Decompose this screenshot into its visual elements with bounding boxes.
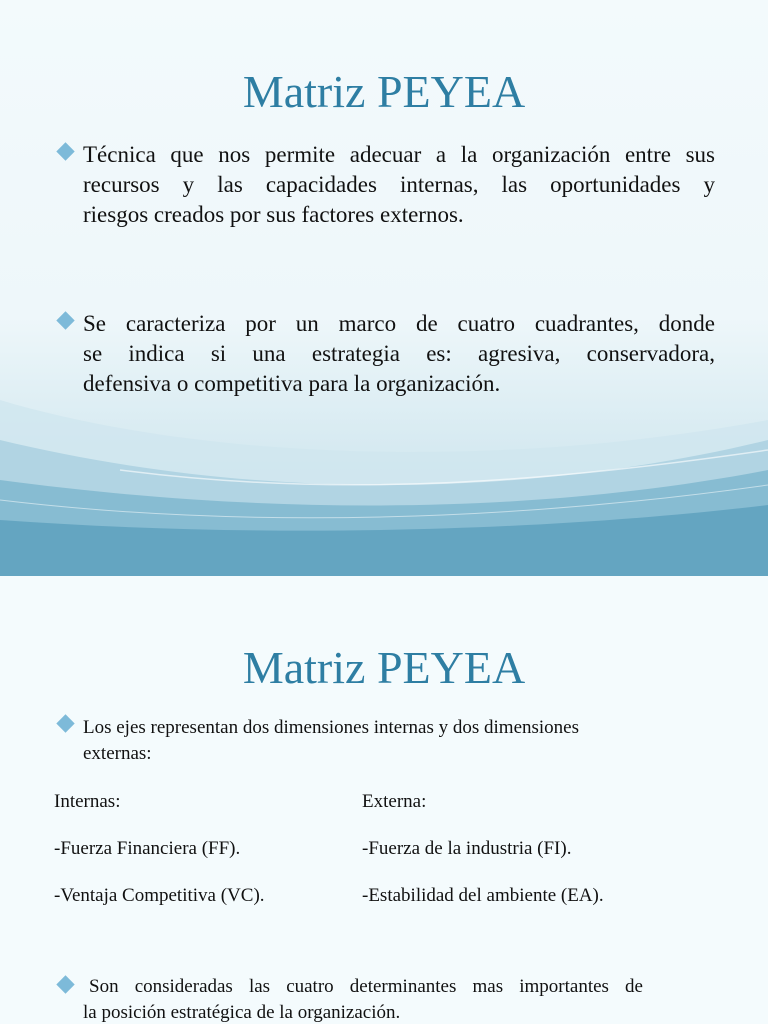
bullet-line: Los ejes representan dos dimensiones internas y dos dimensiones [83,717,580,738]
bullet-line: defensiva o competitiva para la organización. [83,371,501,396]
slide-2-title: Matriz PEYEA [242,642,526,693]
slide-1-title: Matriz PEYEA [242,66,526,117]
bullet-line: Técnica que nos permite adecuar a la organización entre sus [83,142,715,167]
slide-2 [0,576,768,1024]
bullet-line: la posición estratégica de la organización. [83,1002,401,1023]
internal-heading: Internas: [54,791,121,812]
external-item: -Estabilidad del ambiente (EA). [362,885,604,906]
bullet-line: Son consideradas las cuatro determinantes mas importantes de [89,976,643,997]
internal-item: -Ventaja Competitiva (VC). [54,885,265,906]
bullet-line: riesgos creados por sus factores externos. [83,202,464,227]
bullet-line: se indica si una estrategia es: agresiva, conservadora, [83,341,715,366]
internal-item: -Fuerza Financiera (FF). [54,838,241,859]
bullet-line: recursos y las capacidades internas, las oportunidades y [83,172,715,197]
external-item: -Fuerza de la industria (FI). [362,838,572,859]
bullet-line: externas: [83,743,152,764]
bullet-line: Se caracteriza por un marco de cuatro cuadrantes, donde [83,311,715,336]
bullet-diamond-icon [56,975,74,993]
external-heading: Externa: [362,791,427,812]
bullet-diamond-icon [56,714,74,732]
